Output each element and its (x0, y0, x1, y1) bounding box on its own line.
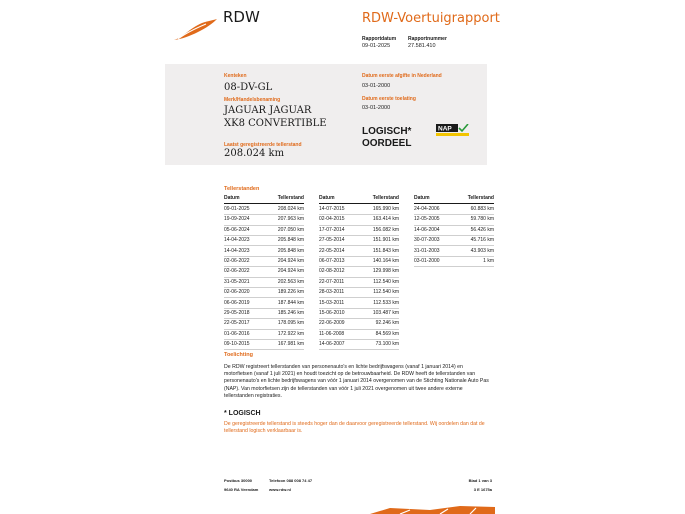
kenteken-label: Kenteken (224, 73, 247, 79)
row-tellerstand: 172.922 km (277, 330, 304, 337)
report-title: RDW-Voertuigrapport (362, 11, 500, 26)
datum-afgifte-value: 03-01-2000 (362, 83, 391, 89)
row-datum: 15-06-2010 (319, 310, 345, 316)
col-tellerstand-header: Tellerstand (467, 195, 494, 201)
row-datum: 03-01-2000 (414, 258, 440, 264)
row-tellerstand: 205.848 km (277, 247, 304, 254)
row-tellerstand: 43.903 km (470, 247, 494, 254)
col-tellerstand-header: Tellerstand (277, 195, 304, 201)
footer-plaats: 9640 RA Veendam (224, 487, 259, 492)
row-tellerstand: 112.540 km (373, 278, 399, 285)
row-datum: 11-06-2008 (319, 330, 345, 337)
row-datum: 29-05-2018 (224, 310, 250, 316)
row-datum: 02-04-2015 (319, 216, 345, 223)
row-tellerstand: 45.716 km (470, 237, 494, 244)
tellerstand-label: Laatst geregistreerde tellerstand (224, 142, 302, 148)
merk-label: Merk/Handelsbenaming (224, 97, 281, 103)
row-datum: 14-07-2015 (319, 206, 345, 212)
rapportdatum-value: 09-01-2025 (362, 43, 391, 49)
row-tellerstand: 1 km (483, 258, 494, 264)
row-tellerstand: 189.226 km (277, 289, 304, 296)
table-row (414, 256, 494, 267)
row-datum: 17-07-2014 (319, 226, 345, 233)
row-tellerstand: 207.050 km (277, 226, 304, 233)
row-datum: 22-06-2009 (319, 320, 345, 327)
row-datum: 28-03-2011 (319, 289, 345, 296)
row-datum: 06-06-2019 (224, 299, 250, 306)
row-tellerstand: 204.924 km (277, 268, 304, 275)
row-datum: 31-05-2021 (224, 278, 250, 285)
nap-logo-icon (436, 124, 469, 136)
row-datum: 27-05-2014 (319, 237, 345, 244)
col-datum-header: Datum (224, 195, 240, 201)
rapportnummer-label: Rapportnummer (408, 36, 447, 42)
row-tellerstand: 151.901 km (372, 237, 399, 244)
row-datum: 02-06-2022 (224, 258, 250, 264)
col-datum-header: Datum (319, 195, 335, 201)
row-tellerstand: 208.024 km (277, 206, 304, 212)
footer-postbus: Postbus 30000 (224, 478, 253, 483)
datum-afgifte-label: Datum eerste afgifte in Nederland (362, 73, 442, 79)
row-datum: 24-04-2006 (414, 206, 440, 212)
row-datum: 02-06-2020 (224, 289, 250, 296)
datum-toelating-label: Datum eerste toelating (362, 96, 416, 102)
row-tellerstand: 163.414 km (372, 216, 399, 223)
row-tellerstand: 84.569 km (375, 330, 399, 337)
row-datum: 01-06-2016 (224, 330, 250, 337)
row-tellerstand: 185.246 km (277, 310, 304, 316)
row-tellerstand: 140.164 km (372, 258, 399, 264)
logo-text: RDW (223, 8, 260, 26)
rdw-logo-icon (172, 18, 218, 42)
row-datum: 31-01-2003 (414, 247, 440, 254)
toelichting-paragraph: De RDW registreert tellerstanden van personenauto's en lichte bedrijfswagens (vanaf 1 januari 2014) en motorfietsen (vanaf 1 juli 2021) en houdt toezicht op de betrouwbaarheid. De RDW heeft de tellerstanden van personenauto's en lichte bedrijfswagens van vóór 1 januari 2014 overgenomen van de Stichting Nationale Auto Pas (NAP). Van motorfietsen zijn de tellerstanden van vóór 1 juli 2021 overgenomen uit twee andere externe tellerstanden registraties. (224, 364, 489, 399)
row-datum: 12-05-2005 (414, 216, 440, 223)
nap-logo-text: NAP (438, 125, 452, 133)
tellerstanden-title: Tellerstanden (224, 186, 260, 192)
datum-toelating-value: 03-01-2000 (362, 105, 391, 111)
row-datum: 09-10-2015 (224, 341, 250, 348)
row-datum: 02-06-2022 (224, 268, 250, 275)
row-tellerstand: 165.990 km (372, 206, 399, 212)
handelsbenaming-value: XK8 CONVERTIBLE (224, 118, 327, 129)
footer-code: 3 E 1675a (473, 487, 492, 492)
rapportnummer-value: 27.581.410 (408, 43, 436, 49)
row-datum: 02-08-2012 (319, 268, 345, 275)
toelichting-title: Toelichting (224, 352, 253, 358)
row-datum: 30-07-2003 (414, 237, 440, 244)
footer-telefoon: Telefoon 088 008 74 47 (269, 478, 313, 483)
row-tellerstand: 59.780 km (470, 216, 494, 223)
row-tellerstand: 156.082 km (372, 226, 399, 233)
footer-blad: Blad 1 van 3 (468, 478, 492, 483)
row-datum: 09-01-2025 (224, 206, 250, 212)
row-tellerstand: 56.426 km (470, 226, 494, 233)
row-datum: 22-05-2014 (319, 247, 345, 254)
row-datum: 14-06-2007 (319, 341, 345, 348)
row-datum: 22-07-2011 (319, 278, 345, 285)
row-tellerstand: 167.981 km (277, 341, 304, 348)
row-tellerstand: 207.963 km (277, 216, 304, 223)
merk-value: JAGUAR JAGUAR (224, 105, 312, 116)
row-tellerstand: 92.246 km (375, 320, 399, 327)
row-tellerstand: 151.843 km (372, 247, 399, 254)
table-header (414, 195, 494, 204)
col-tellerstand-header: Tellerstand (372, 195, 399, 201)
oordeel-line2: OORDEEL (362, 138, 412, 149)
row-tellerstand: 204.924 km (277, 258, 304, 264)
row-tellerstand: 178.095 km (277, 320, 304, 327)
tellerstand-value: 208.024 km (224, 148, 285, 159)
rapportdatum-label: Rapportdatum (362, 36, 397, 42)
kenteken-value: 08-DV-GL (224, 82, 273, 93)
row-tellerstand: 112.533 km (373, 299, 399, 306)
table-header (224, 195, 304, 204)
row-datum: 14-04-2023 (224, 247, 250, 254)
row-tellerstand: 112.540 km (373, 289, 399, 296)
row-tellerstand: 60.883 km (470, 206, 494, 212)
row-datum: 22-05-2017 (224, 320, 250, 327)
row-tellerstand: 187.844 km (277, 299, 304, 306)
row-datum: 15-03-2011 (319, 299, 345, 306)
row-tellerstand: 103.487 km (372, 310, 399, 316)
footer-stripe-icon (370, 504, 495, 514)
table-row (224, 339, 304, 350)
row-datum: 06-07-2013 (319, 258, 345, 264)
row-tellerstand: 73.100 km (375, 341, 399, 348)
row-datum: 05-06-2024 (224, 226, 250, 233)
row-datum: 14-06-2004 (414, 226, 440, 233)
logisch-title: * LOGISCH (224, 410, 261, 417)
row-datum: 19-09-2024 (224, 216, 250, 223)
row-tellerstand: 202.563 km (277, 278, 304, 285)
row-tellerstand: 129.998 km (372, 268, 399, 275)
col-datum-header: Datum (414, 195, 430, 201)
vehicle-panel (165, 64, 487, 165)
table-row (319, 339, 399, 350)
row-datum: 14-04-2023 (224, 237, 250, 244)
row-tellerstand: 205.848 km (277, 237, 304, 244)
logisch-text: De geregistreerde tellerstand is steeds hoger dan de daarvoor geregistreerde tellerstand. Wij oordelen dan dat de tellerstand logisch verklaarbaar is. (224, 421, 485, 435)
footer-website[interactable]: www.rdw.nl (269, 487, 291, 492)
oordeel-line1: LOGISCH* (362, 126, 412, 137)
table-header (319, 195, 399, 204)
